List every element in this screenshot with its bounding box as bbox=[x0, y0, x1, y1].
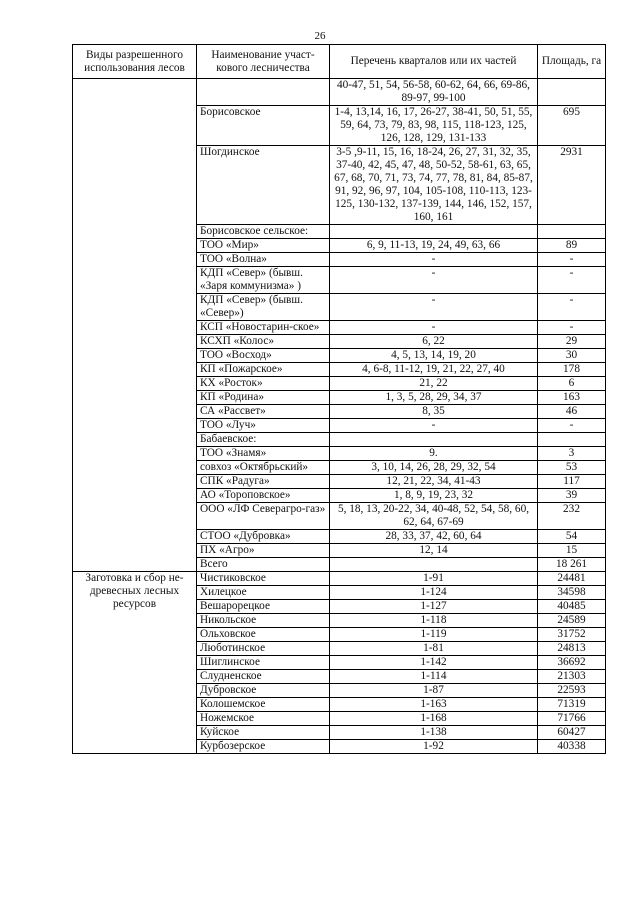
quarters-cell: 12, 14 bbox=[330, 544, 538, 558]
forestry-cell: ТОО «Знамя» bbox=[197, 447, 330, 461]
area-cell: 71319 bbox=[538, 698, 606, 712]
area-cell: 24589 bbox=[538, 614, 606, 628]
forestry-cell: Люботинское bbox=[197, 642, 330, 656]
forestry-cell: ПХ «Агро» bbox=[197, 544, 330, 558]
forestry-cell: Никольское bbox=[197, 614, 330, 628]
forestry-cell: Бабаевское: bbox=[197, 433, 330, 447]
forestry-cell: Слудненское bbox=[197, 670, 330, 684]
area-cell: - bbox=[538, 294, 606, 321]
quarters-cell bbox=[330, 433, 538, 447]
forest-use-table bbox=[72, 44, 606, 754]
forestry-cell: Ножемское bbox=[197, 712, 330, 726]
use-type-cell: Заготовка и сбор не-древесных лесных ресурсов bbox=[73, 572, 197, 754]
quarters-cell: 4, 5, 13, 14, 19, 20 bbox=[330, 349, 538, 363]
area-cell: 18 261 bbox=[538, 558, 606, 572]
quarters-cell: 1-81 bbox=[330, 642, 538, 656]
quarters-cell: 6, 9, 11-13, 19, 24, 49, 63, 66 bbox=[330, 239, 538, 253]
area-cell: 2931 bbox=[538, 146, 606, 225]
forestry-cell: Хилецкое bbox=[197, 586, 330, 600]
quarters-cell: 1-92 bbox=[330, 740, 538, 754]
quarters-cell: 28, 33, 37, 42, 60, 64 bbox=[330, 530, 538, 544]
quarters-cell: 21, 22 bbox=[330, 377, 538, 391]
area-cell: 46 bbox=[538, 405, 606, 419]
quarters-cell: 1, 8, 9, 19, 23, 32 bbox=[330, 489, 538, 503]
area-cell: 39 bbox=[538, 489, 606, 503]
forestry-cell: Шогдинское bbox=[197, 146, 330, 225]
quarters-cell: 1-127 bbox=[330, 600, 538, 614]
continuation-row bbox=[73, 79, 606, 106]
area-cell: 695 bbox=[538, 106, 606, 146]
forestry-cell: КП «Пожарское» bbox=[197, 363, 330, 377]
quarters-cell: 6, 22 bbox=[330, 335, 538, 349]
area-cell bbox=[538, 79, 606, 106]
forestry-cell: ТОО «Восход» bbox=[197, 349, 330, 363]
area-cell: 117 bbox=[538, 475, 606, 489]
forestry-cell: совхоз «Октябрьский» bbox=[197, 461, 330, 475]
quarters-cell: 12, 21, 22, 34, 41-43 bbox=[330, 475, 538, 489]
quarters-cell: - bbox=[330, 253, 538, 267]
forestry-cell: СА «Рассвет» bbox=[197, 405, 330, 419]
quarters-cell: - bbox=[330, 267, 538, 294]
forestry-cell: Шиглинское bbox=[197, 656, 330, 670]
quarters-cell: 1-124 bbox=[330, 586, 538, 600]
table-row bbox=[73, 572, 606, 586]
area-cell: 30 bbox=[538, 349, 606, 363]
area-cell: 178 bbox=[538, 363, 606, 377]
quarters-cell: 1-91 bbox=[330, 572, 538, 586]
quarters-cell: 1-4, 13,14, 16, 17, 26-27, 38-41, 50, 51, 55, 59, 64, 73, 79, 83, 98, 115, 118-123, 125, 126, 128, 129, 131-133 bbox=[330, 106, 538, 146]
area-cell bbox=[538, 225, 606, 239]
forestry-cell: КСХП «Колос» bbox=[197, 335, 330, 349]
forestry-cell bbox=[197, 79, 330, 106]
area-cell: 163 bbox=[538, 391, 606, 405]
header-quarters: Перечень кварталов или их частей bbox=[330, 45, 538, 79]
quarters-cell: 8, 35 bbox=[330, 405, 538, 419]
quarters-cell: 1-119 bbox=[330, 628, 538, 642]
quarters-cell bbox=[330, 225, 538, 239]
area-cell: 89 bbox=[538, 239, 606, 253]
quarters-cell: 5, 18, 13, 20-22, 34, 40-48, 52, 54, 58, 60, 62, 64, 67-69 bbox=[330, 503, 538, 530]
forestry-cell: СПК «Радуга» bbox=[197, 475, 330, 489]
forestry-cell: КДП «Север» (бывш. «Заря коммунизма» ) bbox=[197, 267, 330, 294]
quarters-cell: 40-47, 51, 54, 56-58, 60-62, 64, 66, 69-86, 89-97, 99-100 bbox=[330, 79, 538, 106]
forestry-cell: Чистиковское bbox=[197, 572, 330, 586]
forestry-cell: ТОО «Волна» bbox=[197, 253, 330, 267]
forestry-cell: Куйское bbox=[197, 726, 330, 740]
area-cell: 24481 bbox=[538, 572, 606, 586]
forestry-cell: Вешарорецкое bbox=[197, 600, 330, 614]
area-cell: 31752 bbox=[538, 628, 606, 642]
forestry-cell: ТОО «Мир» bbox=[197, 239, 330, 253]
area-cell: 22593 bbox=[538, 684, 606, 698]
area-cell: - bbox=[538, 321, 606, 335]
forestry-cell: Дубровское bbox=[197, 684, 330, 698]
area-cell: 3 bbox=[538, 447, 606, 461]
header-forestry: Наименование участ-кового лесничества bbox=[197, 45, 330, 79]
quarters-cell: - bbox=[330, 419, 538, 433]
forestry-cell: КП «Родина» bbox=[197, 391, 330, 405]
area-cell: - bbox=[538, 253, 606, 267]
area-cell: 71766 bbox=[538, 712, 606, 726]
forestry-cell: СТОО «Дубровка» bbox=[197, 530, 330, 544]
forestry-cell: Борисовское bbox=[197, 106, 330, 146]
quarters-cell: 1-118 bbox=[330, 614, 538, 628]
forestry-cell: Курбозерское bbox=[197, 740, 330, 754]
use-type-cell bbox=[73, 79, 197, 572]
quarters-cell: - bbox=[330, 294, 538, 321]
quarters-cell: 4, 6-8, 11-12, 19, 21, 22, 27, 40 bbox=[330, 363, 538, 377]
quarters-cell: 1-138 bbox=[330, 726, 538, 740]
table-body bbox=[73, 79, 606, 754]
area-cell: 54 bbox=[538, 530, 606, 544]
quarters-cell: 1, 3, 5, 28, 29, 34, 37 bbox=[330, 391, 538, 405]
quarters-cell: 3, 10, 14, 26, 28, 29, 32, 54 bbox=[330, 461, 538, 475]
quarters-cell: 3-5 ,9-11, 15, 16, 18-24, 26, 27, 31, 32, 35, 37-40, 42, 45, 47, 48, 50-52, 58-61, 63, 65, 67, 68, 70, 71, 73, 74, 77, 78, 81, 84, 85-87, 91, 92, 96, 97, 104, 105-108, 110-113, 123-125, 130-132, 137-139, 144, 146, 152, 157, 160, 161 bbox=[330, 146, 538, 225]
area-cell: 29 bbox=[538, 335, 606, 349]
forestry-cell: ТОО «Луч» bbox=[197, 419, 330, 433]
forestry-cell: КСП «Новостарин-ское» bbox=[197, 321, 330, 335]
forestry-cell: Ольховское bbox=[197, 628, 330, 642]
area-cell: 24813 bbox=[538, 642, 606, 656]
area-cell: 232 bbox=[538, 503, 606, 530]
area-cell: 40485 bbox=[538, 600, 606, 614]
area-cell: - bbox=[538, 419, 606, 433]
forestry-cell: ООО «ЛФ Северагро-газ» bbox=[197, 503, 330, 530]
table-header-row bbox=[73, 45, 606, 79]
forestry-cell: АО «Тороповское» bbox=[197, 489, 330, 503]
area-cell: 40338 bbox=[538, 740, 606, 754]
header-area: Площадь, га bbox=[538, 45, 606, 79]
area-cell: 15 bbox=[538, 544, 606, 558]
header-use-type: Виды разрешенного использования лесов bbox=[73, 45, 197, 79]
forestry-cell: КДП «Север» (бывш. «Север») bbox=[197, 294, 330, 321]
quarters-cell: 9. bbox=[330, 447, 538, 461]
area-cell: 34598 bbox=[538, 586, 606, 600]
area-cell bbox=[538, 433, 606, 447]
quarters-cell: - bbox=[330, 321, 538, 335]
forestry-cell: Колошемское bbox=[197, 698, 330, 712]
quarters-cell: 1-142 bbox=[330, 656, 538, 670]
quarters-cell bbox=[330, 558, 538, 572]
area-cell: 36692 bbox=[538, 656, 606, 670]
area-cell: 60427 bbox=[538, 726, 606, 740]
area-cell: 21303 bbox=[538, 670, 606, 684]
quarters-cell: 1-87 bbox=[330, 684, 538, 698]
area-cell: 6 bbox=[538, 377, 606, 391]
forestry-cell: Борисовское сельское: bbox=[197, 225, 330, 239]
area-cell: - bbox=[538, 267, 606, 294]
page-number: 26 bbox=[314, 30, 326, 42]
area-cell: 53 bbox=[538, 461, 606, 475]
quarters-cell: 1-114 bbox=[330, 670, 538, 684]
forestry-cell: Всего bbox=[197, 558, 330, 572]
quarters-cell: 1-168 bbox=[330, 712, 538, 726]
quarters-cell: 1-163 bbox=[330, 698, 538, 712]
forestry-cell: КХ «Росток» bbox=[197, 377, 330, 391]
